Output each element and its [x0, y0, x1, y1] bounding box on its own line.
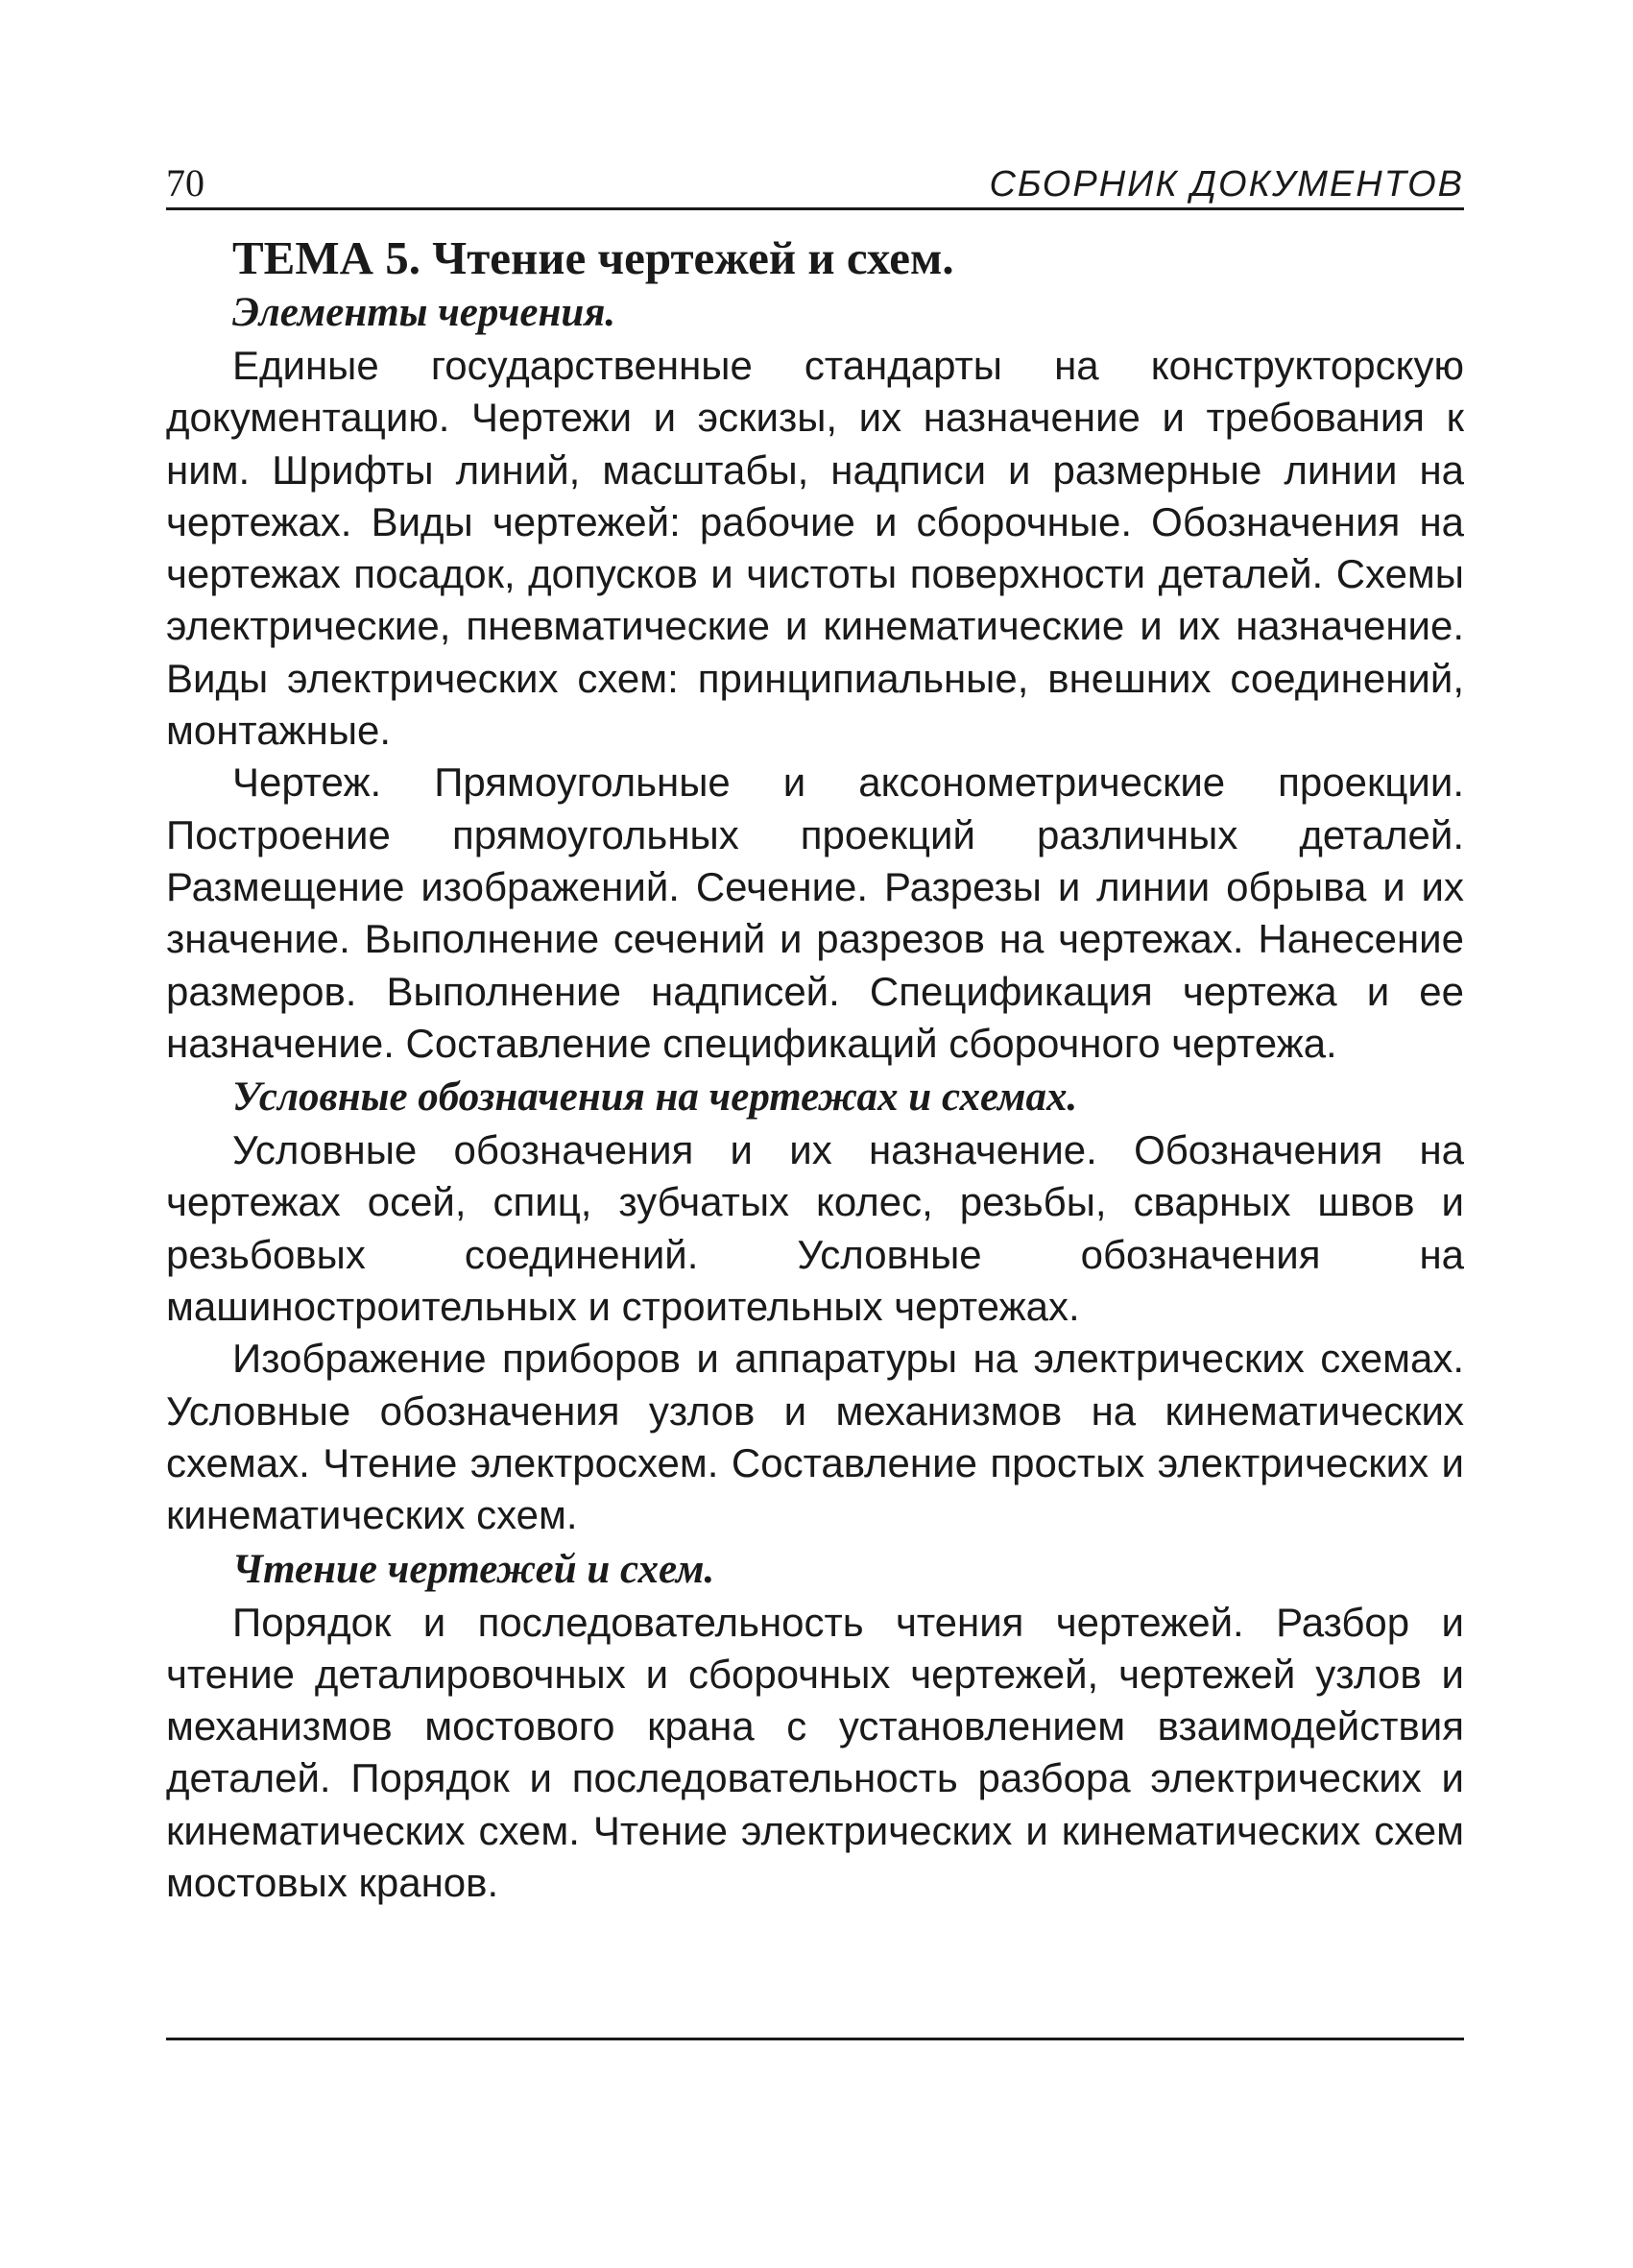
paragraph: Условные обозначения и их назначение. Обозначения на чертежах осей, спиц, зубчатых колес, резьбы, сварных швов и резьбовых соединений. Условные обозначения на машиностроительных и строительных чертежах. — [166, 1127, 1464, 1330]
paragraph: Чертеж. Прямоугольные и аксонометрические проекции. Построение прямоугольных проекций различных деталей. Размещение изображений. Сечение. Разрезы и линии обрыва и их значение. Выполнение сечений и разрезов на чертежах. Нанесение размеров. Выполнение надписей. Спецификация чертежа и ее назначение. Составление спецификаций сборочного чертежа. — [166, 760, 1464, 1066]
section-heading-conventional-symbols: Условные обозначения на чертежах и схемах. — [232, 1074, 1078, 1121]
running-title: СБОРНИК ДОКУМЕНТОВ — [989, 164, 1464, 205]
document-body — [166, 231, 1464, 1909]
section-heading-reading-drawings: Чтение чертежей и схем. — [232, 1546, 715, 1592]
running-header — [166, 154, 1464, 210]
page-number: 70 — [166, 161, 204, 205]
paragraph: Единые государственные стандарты на конструкторскую документацию. Чертежи и эскизы, их назначение и требования к ним. Шрифты линий, масштабы, надписи и размерные линии на чертежах. Виды чертежей: рабочие и сборочные. Обозначения на чертежах посадок, допусков и чистоты поверхности деталей. Схемы электрические, пневматические и кинематические и их назначение. Виды электрических схем: принципиальные, внешних соединений, монтажные. — [166, 343, 1464, 754]
topic-title: ТЕМА 5. Чтение чертежей и схем. — [232, 231, 954, 284]
section-heading-drawing-elements: Элементы черчения. — [232, 290, 616, 335]
paragraph: Порядок и последовательность чтения чертежей. Разбор и чтение деталировочных и сборочных чертежей, чертежей узлов и механизмов мостового крана с установлением взаимодействия деталей. Порядок и последовательность разбора электрических и кинематических схем. Чтение электрических и кинематических схем мостовых кранов. — [166, 1599, 1464, 1906]
paragraph: Изображение приборов и аппаратуры на электрических схемах. Условные обозначения узлов и механизмов на кинематических схемах. Чтение электросхем. Составление простых электрических и кинематических схем. — [166, 1336, 1464, 1538]
footer-rule — [166, 2038, 1464, 2040]
document-page — [166, 154, 1464, 1909]
